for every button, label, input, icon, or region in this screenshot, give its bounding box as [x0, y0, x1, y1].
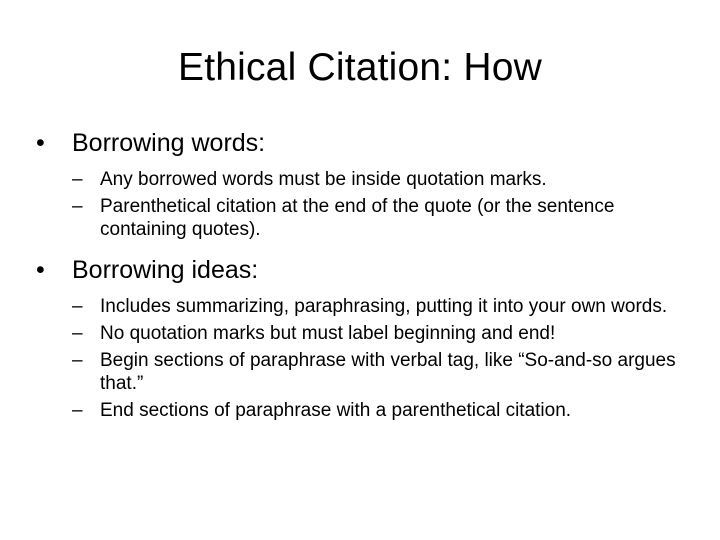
slide-title: Ethical Citation: How	[177, 46, 543, 89]
section-borrowing-ideas	[36, 255, 684, 422]
sub-bullet-item	[36, 399, 684, 422]
sub-bullet-text: Parenthetical citation at the end of the quote (or the sentence containing quotes).	[100, 196, 615, 240]
dash-icon: –	[72, 196, 83, 217]
sub-bullet-text: Any borrowed words must be inside quotation marks.	[100, 169, 547, 190]
bullet-dot-icon: •	[36, 256, 45, 284]
bullet-heading-text: Borrowing words:	[72, 129, 266, 157]
sub-bullet-item	[36, 322, 684, 345]
bullet-dot-icon: •	[36, 129, 45, 157]
dash-icon: –	[72, 169, 83, 190]
sub-bullet-text: Includes summarizing, paraphrasing, putting it into your own words.	[100, 296, 668, 317]
dash-icon: –	[72, 296, 83, 317]
sub-bullet-text: No quotation marks but must label beginning and end!	[100, 323, 556, 344]
section-borrowing-words	[36, 128, 684, 241]
bullet-heading	[36, 128, 684, 158]
dash-icon: –	[72, 400, 83, 421]
bullet-heading	[36, 255, 684, 285]
sub-bullet-item	[36, 295, 684, 318]
dash-icon: –	[72, 350, 83, 371]
sub-bullet-item	[36, 195, 684, 241]
sub-bullet-list	[36, 168, 684, 241]
sub-bullet-text: End sections of paraphrase with a parenthetical citation.	[100, 400, 572, 421]
dash-icon: –	[72, 323, 83, 344]
sub-bullet-item	[36, 349, 684, 395]
bullet-heading-text: Borrowing ideas:	[72, 256, 259, 284]
sub-bullet-text: Begin sections of paraphrase with verbal tag, like “So-and-so argues that.”	[100, 350, 676, 394]
sub-bullet-list	[36, 295, 684, 422]
sub-bullet-item	[36, 168, 684, 191]
slide-content	[36, 128, 684, 434]
